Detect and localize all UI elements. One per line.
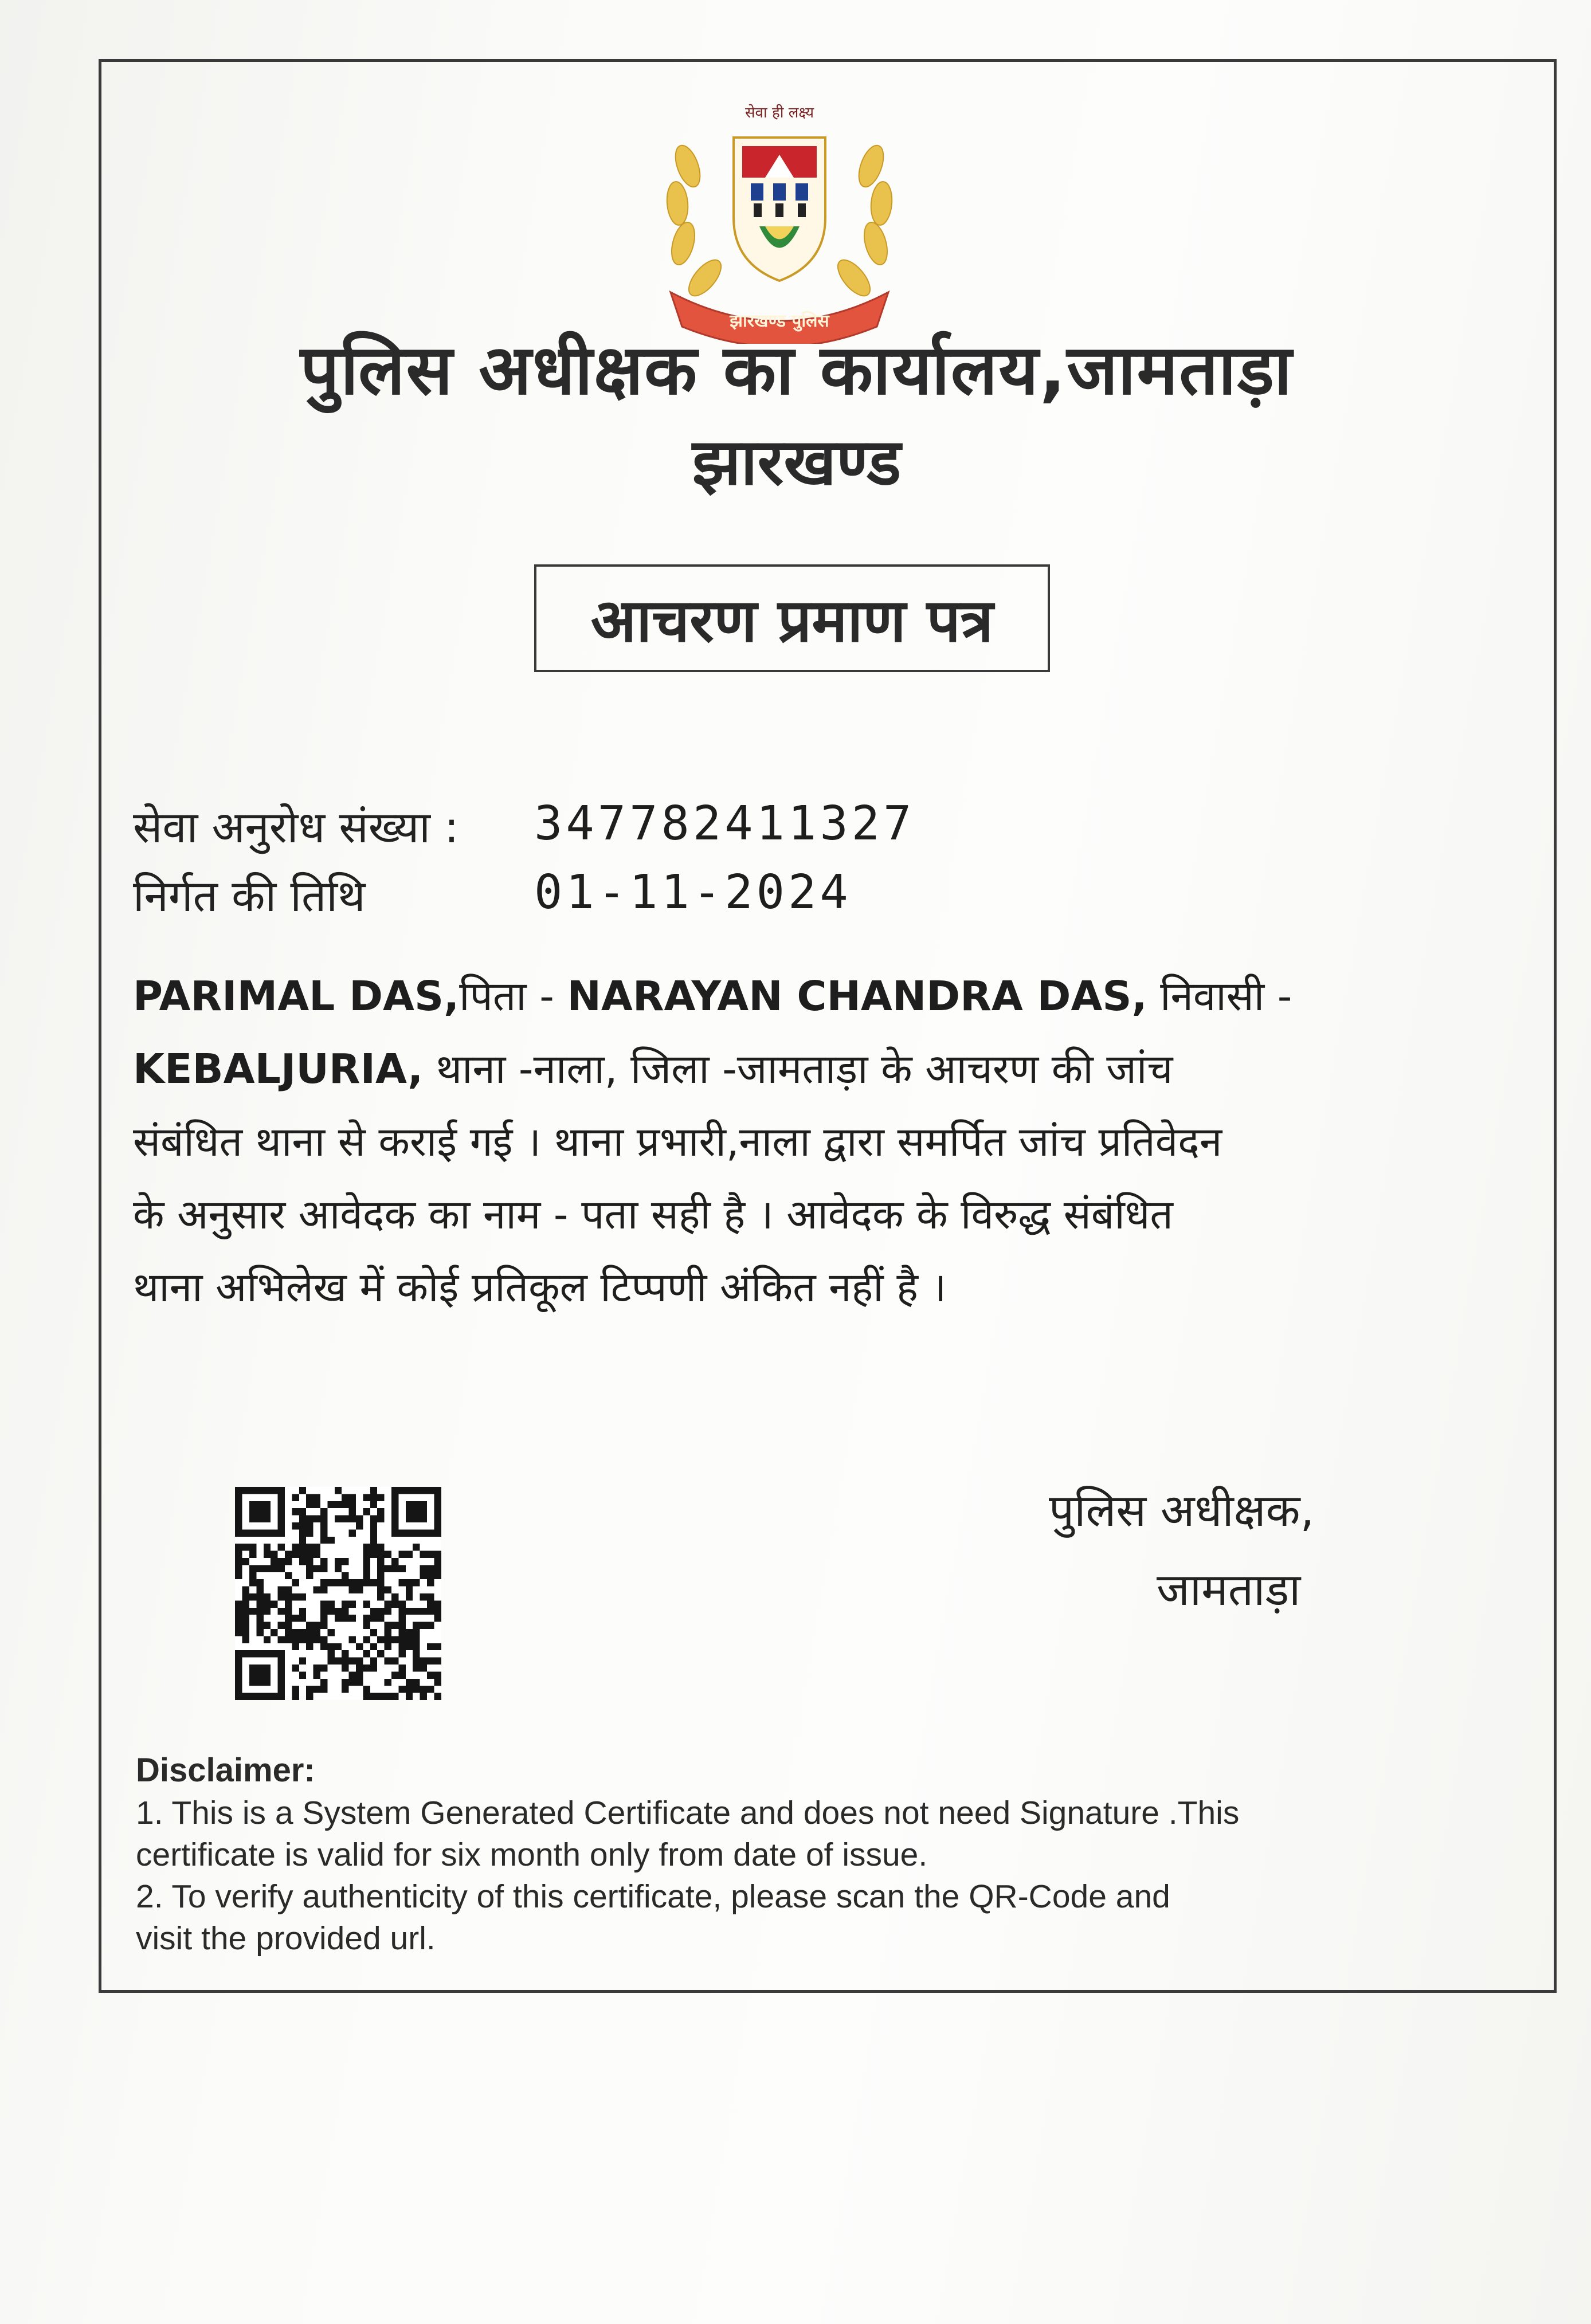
resident-label: निवासी -	[1147, 972, 1292, 1020]
emblem-ribbon-text: झारखण्ड पुलिस	[730, 311, 829, 331]
emblem-motto: सेवा ही लक्ष्य	[744, 104, 814, 121]
disclaimer-line-4: visit the provided url.	[136, 1920, 436, 1957]
certificate-heading: आचरण प्रमाण पत्र	[534, 564, 1050, 672]
service-request-label: सेवा अनुरोध संख्या :	[133, 802, 459, 853]
issue-date-label: निर्गत की तिथि	[133, 870, 366, 921]
service-request-row	[133, 796, 915, 859]
body-line-1	[133, 960, 1520, 1033]
issue-date-row	[133, 865, 852, 928]
disclaimer-line-2: certificate is valid for six month only from date of issue.	[136, 1836, 928, 1873]
father-name: NARAYAN CHANDRA DAS,	[567, 972, 1147, 1020]
applicant-name: PARIMAL DAS,	[133, 972, 460, 1020]
body-line-2	[133, 1033, 1520, 1105]
signatory-designation: पुलिस अधीक्षक,	[1049, 1485, 1315, 1537]
disclaimer-line-1: 1. This is a System Generated Certificate and does not need Signature .This	[136, 1795, 1240, 1831]
certificate-body	[133, 960, 1520, 1324]
body-line-2-text: थाना -नाला, जिला -जामताड़ा के आचरण की जांच	[423, 1045, 1173, 1093]
disclaimer-heading: Disclaimer:	[136, 1752, 315, 1789]
village-name: KEBALJURIA,	[133, 1045, 424, 1093]
verification-qr-code	[235, 1487, 441, 1700]
service-request-number: 347782411327	[534, 796, 915, 851]
body-line-3: संबंधित थाना से कराई गई । थाना प्रभारी,नाला द्वारा समर्पित जांच प्रतिवेदन	[133, 1118, 1222, 1165]
body-line-5: थाना अभिलेख में कोई प्रतिकूल टिप्पणी अंकित नहीं है ।	[133, 1263, 947, 1311]
father-label: पिता -	[459, 972, 567, 1020]
office-title: पुलिस अधीक्षक का कार्यालय,जामताड़ा	[300, 331, 1294, 410]
issue-date-value: 01-11-2024	[534, 865, 852, 920]
jharkhand-police-emblem	[648, 97, 911, 344]
body-line-4: के अनुसार आवेदक का नाम - पता सही है । आवेदक के विरुद्ध संबंधित	[133, 1191, 1173, 1238]
state-name: झारखण्ड	[692, 425, 902, 500]
signatory-district: जामताड़ा	[1157, 1564, 1301, 1616]
disclaimer-line-3: 2. To verify authenticity of this certificate, please scan the QR-Code and	[136, 1878, 1170, 1915]
disclaimer-section	[136, 1749, 1523, 1960]
